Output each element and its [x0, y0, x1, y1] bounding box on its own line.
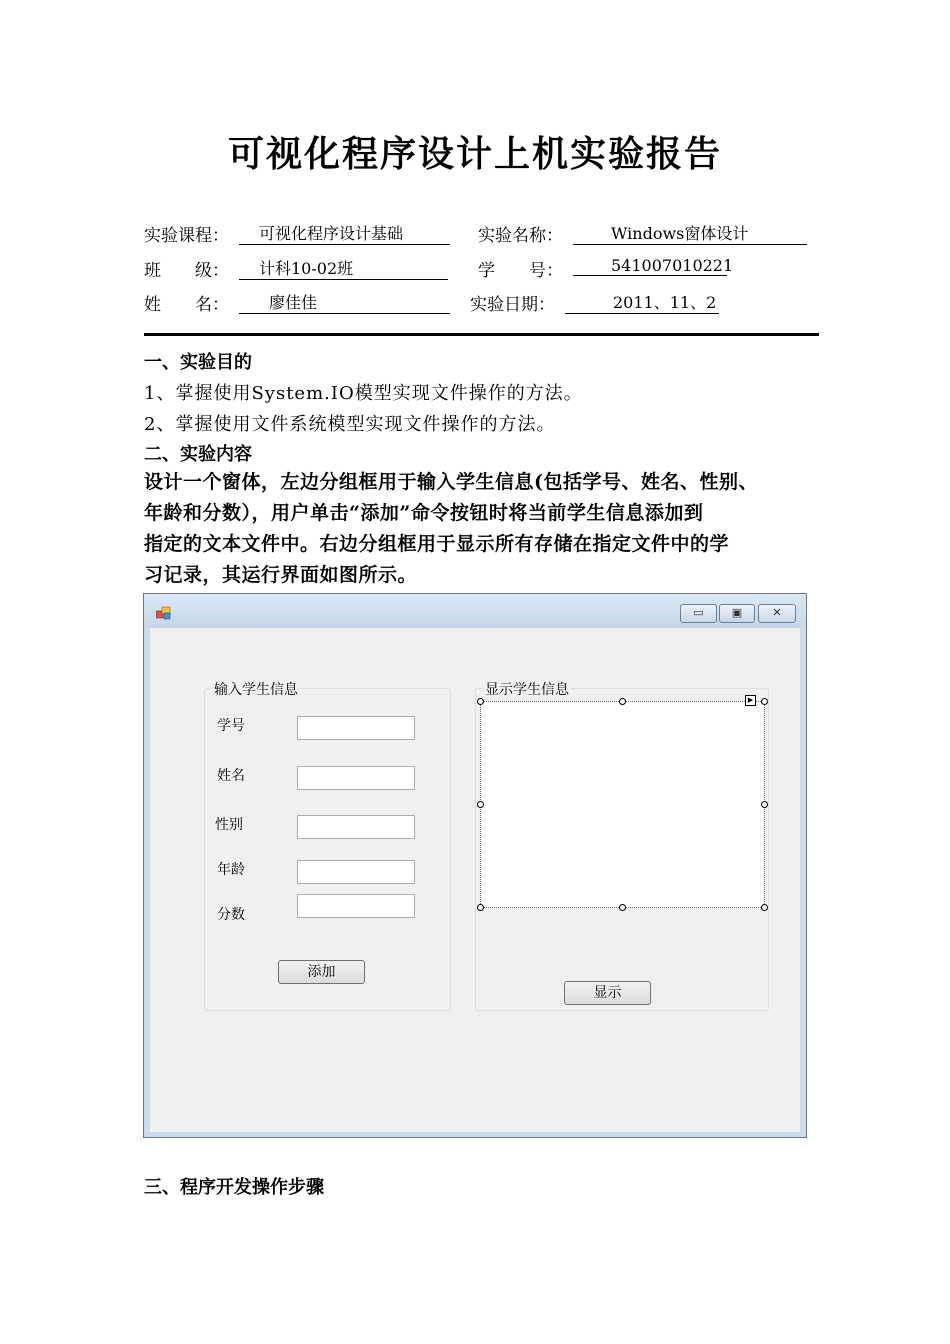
display-groupbox-title: 显示学生信息	[483, 679, 571, 699]
form-window	[143, 593, 807, 1138]
field-label-age: 年龄	[217, 862, 245, 878]
resize-handle[interactable]	[477, 801, 484, 808]
input-groupbox-title: 输入学生信息	[212, 679, 300, 699]
field-label-name: 姓名	[217, 768, 245, 784]
date-value: 2011、11、2	[565, 290, 719, 314]
gender-input[interactable]	[297, 815, 415, 839]
score-input[interactable]	[297, 894, 415, 918]
field-label-score: 分数	[217, 907, 245, 923]
age-input[interactable]	[297, 860, 415, 884]
student-id-value: 541007010221	[573, 256, 727, 276]
page-title: 可视化程序设计上机实验报告	[227, 134, 722, 175]
section2-heading: 二、实验内容	[144, 444, 252, 465]
resize-handle[interactable]	[477, 904, 484, 911]
student-name-input[interactable]	[297, 766, 415, 790]
resize-handle[interactable]	[477, 698, 484, 705]
close-icon: ✕	[772, 606, 782, 619]
content-line-1: 设计一个窗体，左边分组框用于输入学生信息(包括学号、姓名、性别、	[144, 471, 758, 493]
smart-tag-icon[interactable]: ▶	[745, 695, 756, 706]
course-value: 可视化程序设计基础	[239, 221, 450, 245]
close-button[interactable]	[758, 604, 796, 623]
divider-rule	[144, 333, 819, 336]
resize-handle[interactable]	[619, 698, 626, 705]
minimize-button[interactable]	[680, 604, 717, 623]
content-paragraph	[144, 467, 834, 591]
student-name-label: 姓 名：	[144, 295, 229, 315]
class-value: 计科10-02班	[239, 256, 448, 280]
resize-handle[interactable]	[761, 698, 768, 705]
date-label: 实验日期：	[470, 295, 555, 315]
content-line-3: 指定的文本文件中。右边分组框用于显示所有存储在指定文件中的学	[144, 533, 730, 555]
experiment-name-value: Windows窗体设计	[573, 221, 807, 245]
form-client-area	[150, 628, 800, 1132]
display-groupbox	[475, 682, 769, 1011]
student-records-listbox[interactable]	[480, 701, 765, 908]
experiment-name-label: 实验名称：	[478, 226, 563, 246]
input-groupbox	[204, 682, 451, 1011]
add-button[interactable]: 添加	[278, 960, 365, 984]
app-icon	[156, 606, 172, 620]
content-line-2: 年龄和分数），用户单击“添加”命令按钮时将当前学生信息添加到	[144, 502, 704, 524]
minimize-icon: ▭	[693, 606, 704, 619]
field-label-gender: 性别	[215, 817, 243, 833]
content-line-4: 习记录，其运行界面如图所示。	[144, 564, 418, 586]
show-button[interactable]: 显示	[564, 981, 651, 1005]
class-label: 班 级：	[144, 261, 229, 281]
maximize-button[interactable]	[719, 604, 755, 623]
objective-item-2: 2、掌握使用文件系统模型实现文件操作的方法。	[144, 414, 556, 435]
student-id-label: 学 号：	[478, 261, 563, 281]
resize-handle[interactable]	[619, 904, 626, 911]
field-label-id: 学号	[217, 718, 245, 734]
section1-heading: 一、实验目的	[144, 352, 252, 373]
maximize-icon: ▣	[731, 606, 743, 619]
objective-item-1: 1、掌握使用System.IO模型实现文件操作的方法。	[144, 383, 583, 404]
student-name-value: 廖佳佳	[239, 290, 450, 314]
window-titlebar[interactable]	[144, 594, 806, 628]
section3-heading: 三、程序开发操作步骤	[144, 1177, 324, 1198]
resize-handle[interactable]	[761, 801, 768, 808]
resize-handle[interactable]	[761, 904, 768, 911]
course-label: 实验课程：	[144, 226, 229, 246]
student-id-input[interactable]	[297, 716, 415, 740]
